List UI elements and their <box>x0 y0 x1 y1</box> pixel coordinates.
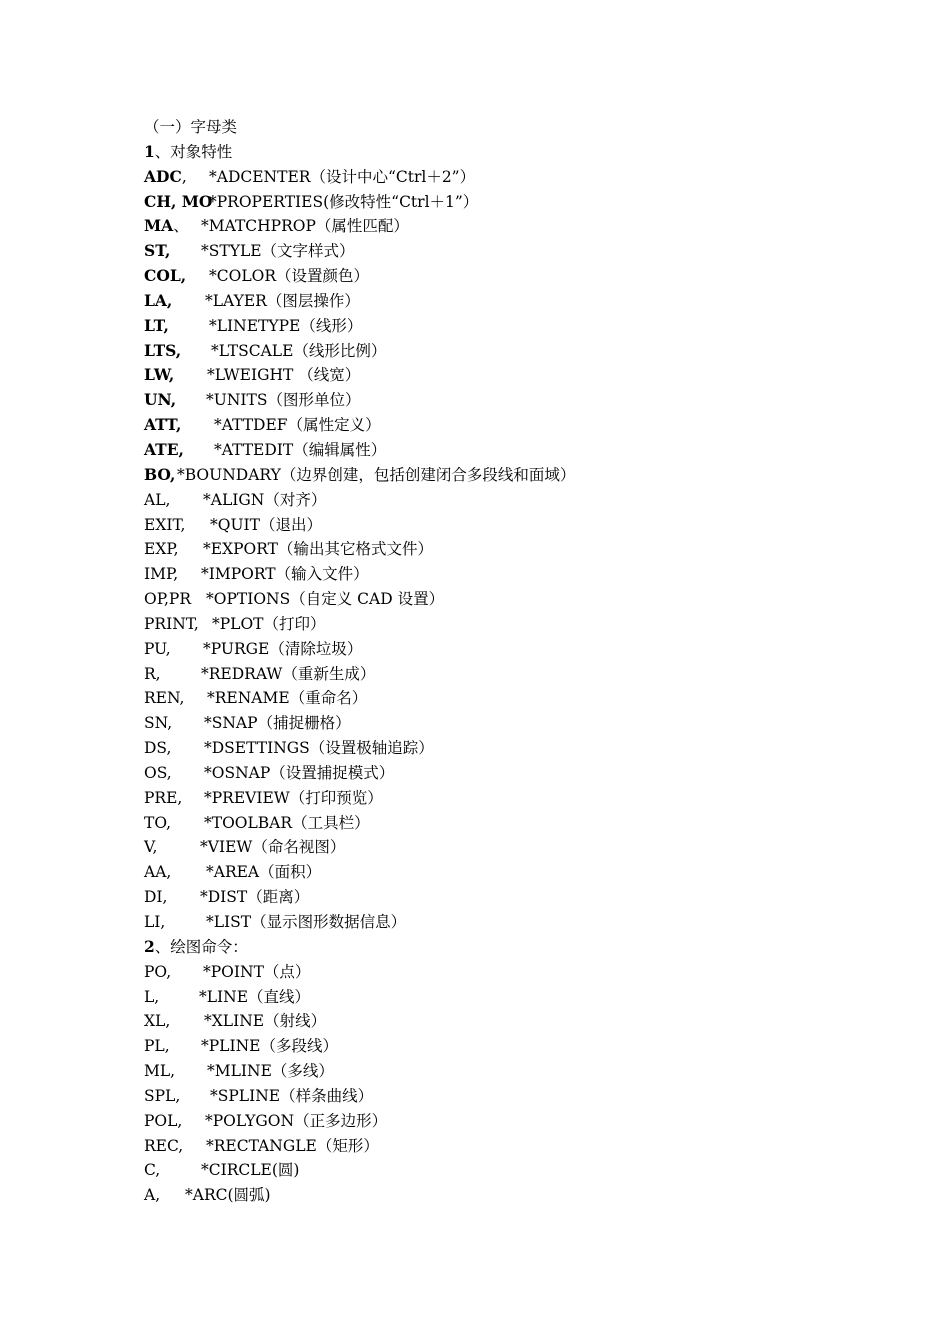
command-description: （线宽） <box>293 366 361 385</box>
command-alias <box>144 686 207 711</box>
command-name: *PREVIEW <box>204 788 290 807</box>
command-name: *COLOR <box>209 267 276 286</box>
command-alias-text: AL, <box>144 490 171 509</box>
command-description: （重新生成） <box>282 664 376 683</box>
command-alias <box>144 1183 185 1208</box>
command-name: *ALIGN <box>203 490 265 509</box>
command-entry <box>144 587 904 612</box>
command-alias <box>144 239 201 264</box>
command-description: （线形比例） <box>293 341 387 360</box>
command-alias <box>144 1059 207 1084</box>
command-name: *ARC <box>185 1186 228 1205</box>
command-description: （输入文件） <box>275 565 369 584</box>
command-entry <box>144 860 904 885</box>
command-name: *LINE <box>199 987 249 1006</box>
command-name: *TOOLBAR <box>204 813 293 832</box>
command-alias-text: DI, <box>144 888 168 907</box>
command-name: *SPLINE <box>210 1086 281 1105</box>
command-entry <box>144 562 904 587</box>
command-alias-text: COL, <box>144 266 187 286</box>
command-name: *EXPORT <box>203 540 278 559</box>
command-description: （设置极轴追踪） <box>309 739 434 758</box>
command-entry <box>144 264 904 289</box>
command-alias <box>144 1158 201 1183</box>
group-heading-text: 、绘图命令： <box>154 937 248 956</box>
command-description: （距离） <box>247 888 310 907</box>
command-alias-text: PRINT, <box>144 614 199 633</box>
command-alias <box>144 1009 204 1034</box>
command-entry <box>144 388 904 413</box>
group-heading-text: 、对象特性 <box>154 142 233 161</box>
command-description: （线形） <box>300 316 363 335</box>
command-alias-text: SPL, <box>144 1086 181 1105</box>
command-alias-text: C, <box>144 1161 161 1180</box>
command-name: *PLINE <box>201 1037 261 1056</box>
command-name: *ADCENTER <box>209 167 311 186</box>
command-name: *RENAME <box>207 689 290 708</box>
command-name: *IMPORT <box>201 565 276 584</box>
command-alias-text: EXIT, <box>144 515 186 534</box>
command-description: （矩形） <box>316 1136 379 1155</box>
command-alias <box>144 388 206 413</box>
command-entry <box>144 835 904 860</box>
command-alias-text: R, <box>144 664 161 683</box>
command-name: *PROPERTIES <box>209 192 324 211</box>
command-alias-separator: 、 <box>173 217 189 236</box>
command-alias <box>144 1134 206 1159</box>
command-alias <box>144 363 207 388</box>
command-entry <box>144 910 904 935</box>
group-heading-number: 1 <box>144 141 155 161</box>
command-name: *ATTEDIT <box>214 440 294 459</box>
command-entry <box>144 1134 904 1159</box>
command-description: （退出） <box>259 515 322 534</box>
command-alias <box>144 413 214 438</box>
command-entry <box>144 711 904 736</box>
command-alias <box>144 314 209 339</box>
command-alias-text: CH, MO <box>144 191 213 211</box>
command-alias <box>144 835 200 860</box>
command-description: （多段线） <box>260 1037 338 1056</box>
command-description: （捕捉栅格） <box>257 714 351 733</box>
command-alias-text: ATE, <box>144 439 184 459</box>
group-heading-number: 2 <box>144 936 155 956</box>
command-entry <box>144 1158 904 1183</box>
command-description: （边界创建，包括创建闭合多段线和面域） <box>280 465 576 484</box>
command-alias-text: V, <box>144 838 158 857</box>
command-description: （直线） <box>248 987 311 1006</box>
command-description: （显示图形数据信息） <box>251 913 407 931</box>
command-alias-text: MA <box>144 216 174 236</box>
command-name: *MLINE <box>207 1062 272 1081</box>
command-entry <box>144 513 904 538</box>
command-alias <box>144 612 212 637</box>
command-name: *XLINE <box>204 1012 265 1031</box>
command-description: (圆) <box>271 1161 300 1180</box>
command-alias-text: REN, <box>144 689 185 708</box>
command-alias-text: BO, <box>144 464 176 484</box>
command-description: （命名视图） <box>252 838 346 857</box>
command-description: （打印） <box>263 614 326 633</box>
command-description: （设置颜色） <box>276 267 370 286</box>
command-alias <box>144 537 203 562</box>
command-description: （属性定义） <box>287 416 381 435</box>
command-description: （射线） <box>264 1012 327 1031</box>
command-entry <box>144 1009 904 1034</box>
command-list <box>144 140 904 1208</box>
command-alias <box>144 165 209 190</box>
command-entry <box>144 662 904 687</box>
command-alias <box>144 786 204 811</box>
command-name: *QUIT <box>210 515 260 534</box>
command-alias-text: PL, <box>144 1037 170 1056</box>
command-alias <box>144 339 211 364</box>
command-entry <box>144 612 904 637</box>
command-name: *RECTANGLE <box>206 1136 317 1155</box>
command-alias <box>144 562 201 587</box>
command-name: *BOUNDARY <box>177 465 281 484</box>
command-entry <box>144 960 904 985</box>
command-description: （打印预览） <box>289 788 383 807</box>
command-name: *VIEW <box>200 838 253 857</box>
command-entry <box>144 985 904 1010</box>
command-entry <box>144 811 904 836</box>
command-alias <box>144 985 199 1010</box>
command-description: （多线） <box>271 1062 334 1081</box>
command-entry <box>144 413 904 438</box>
command-alias <box>144 190 213 215</box>
command-alias <box>144 885 200 910</box>
command-alias-text: DS, <box>144 739 172 758</box>
command-description: （设置捕捉模式） <box>270 763 395 782</box>
command-entry <box>144 165 904 190</box>
command-alias <box>144 488 203 513</box>
command-alias <box>144 1109 205 1134</box>
command-alias <box>144 1034 201 1059</box>
command-name: *ATTDEF <box>214 416 288 435</box>
command-name: *STYLE <box>201 242 262 261</box>
command-alias-text: POL, <box>144 1111 183 1130</box>
command-alias-text: LT, <box>144 315 169 335</box>
command-alias <box>144 736 204 761</box>
command-entry <box>144 1059 904 1084</box>
command-entry <box>144 537 904 562</box>
command-alias-text: EXP, <box>144 540 179 559</box>
command-alias <box>144 214 201 239</box>
command-entry <box>144 190 904 215</box>
command-name: *MATCHPROP <box>201 217 316 236</box>
command-alias-text: AA, <box>144 863 172 882</box>
command-name: *REDRAW <box>201 664 283 683</box>
command-alias <box>144 910 206 935</box>
command-entry <box>144 1183 904 1208</box>
command-description: （清除垃圾） <box>269 639 363 658</box>
command-alias-text: PU, <box>144 639 171 658</box>
command-alias <box>144 289 205 314</box>
command-description: （属性匹配） <box>315 217 409 236</box>
command-name: *LINETYPE <box>209 316 301 335</box>
command-alias-text: UN, <box>144 390 177 410</box>
command-alias <box>144 960 203 985</box>
command-description: （面积） <box>259 863 322 882</box>
command-alias <box>144 438 214 463</box>
command-alias-text: OS, <box>144 763 172 782</box>
command-entry <box>144 1034 904 1059</box>
command-entry <box>144 214 904 239</box>
command-name: *POINT <box>203 962 264 981</box>
command-alias <box>144 637 203 662</box>
command-name: *LAYER <box>205 291 267 310</box>
command-description: （重命名） <box>289 689 368 708</box>
command-alias <box>144 264 209 289</box>
command-name: *OPTIONS <box>206 590 291 609</box>
command-alias-text: OP,PR <box>144 590 192 609</box>
command-entry <box>144 289 904 314</box>
command-description: （文字样式） <box>261 242 355 261</box>
command-description: （图层操作） <box>266 291 360 310</box>
command-alias <box>144 761 204 786</box>
command-alias <box>144 463 177 488</box>
command-name: *UNITS <box>206 391 268 410</box>
command-description: （自定义 CAD 设置） <box>290 590 445 609</box>
command-description: （输出其它格式文件） <box>277 540 433 559</box>
command-alias-text: L, <box>144 987 160 1006</box>
command-name: *PLOT <box>212 614 264 633</box>
command-name: *POLYGON <box>205 1111 295 1130</box>
command-name: *LWEIGHT <box>207 366 294 385</box>
command-alias-text: IMP, <box>144 565 179 584</box>
command-alias-text: LI, <box>144 913 166 931</box>
command-description: （正多边形） <box>294 1111 388 1130</box>
command-alias-text: LTS, <box>144 340 182 360</box>
command-entry <box>144 463 904 488</box>
command-alias <box>144 587 206 612</box>
command-alias <box>144 860 206 885</box>
command-description: (修改特性“Ctrl＋1”） <box>323 192 479 211</box>
command-entry <box>144 686 904 711</box>
command-entry <box>144 438 904 463</box>
command-description: （图形单位） <box>267 391 361 410</box>
command-alias <box>144 1084 210 1109</box>
command-entry <box>144 736 904 761</box>
command-alias <box>144 662 201 687</box>
command-description: （设计中心“Ctrl＋2”） <box>310 167 476 186</box>
section-title: （一）字母类 <box>144 118 238 136</box>
command-name: *CIRCLE <box>201 1161 272 1180</box>
group-heading <box>144 935 904 960</box>
command-alias-text: ML, <box>144 1062 176 1081</box>
command-alias-text: PO, <box>144 962 172 981</box>
command-entry <box>144 1084 904 1109</box>
command-entry <box>144 488 904 513</box>
command-name: *DIST <box>200 888 248 907</box>
command-alias-text: SN, <box>144 714 173 733</box>
command-alias-text: REC, <box>144 1136 184 1155</box>
command-alias-text: PRE, <box>144 788 183 807</box>
command-entry <box>144 363 904 388</box>
command-alias <box>144 811 204 836</box>
document-body <box>144 115 904 1208</box>
command-alias-separator: , <box>181 167 187 186</box>
command-alias <box>144 711 204 736</box>
command-name: *LTSCALE <box>211 341 294 360</box>
command-entry <box>144 339 904 364</box>
command-entry <box>144 239 904 264</box>
command-entry <box>144 637 904 662</box>
group-heading <box>144 140 904 165</box>
command-alias-text: TO, <box>144 813 172 832</box>
command-name: *LIST <box>206 913 252 931</box>
command-name: *DSETTINGS <box>204 739 310 758</box>
command-name: *PURGE <box>203 639 270 658</box>
command-alias <box>144 513 210 538</box>
command-entry <box>144 1109 904 1134</box>
command-alias-text: ADC <box>144 166 182 186</box>
command-description: （点） <box>263 962 311 981</box>
command-alias-text: A, <box>144 1186 161 1205</box>
command-name: *SNAP <box>204 714 258 733</box>
command-alias-text: XL, <box>144 1012 171 1031</box>
command-name: *OSNAP <box>204 763 271 782</box>
command-description: （工具栏） <box>292 813 370 832</box>
command-entry <box>144 761 904 786</box>
command-alias-text: ST, <box>144 241 171 261</box>
command-entry <box>144 885 904 910</box>
command-alias-text: ATT, <box>144 415 182 435</box>
command-name: *AREA <box>206 863 260 882</box>
command-description: （对齐） <box>264 490 327 509</box>
command-description: (圆弧) <box>227 1186 271 1205</box>
command-description: （样条曲线） <box>280 1086 374 1105</box>
command-alias-text: LW, <box>144 365 175 385</box>
command-description: （编辑属性） <box>293 440 387 459</box>
command-alias-text: LA, <box>144 290 173 310</box>
command-entry <box>144 786 904 811</box>
command-entry <box>144 314 904 339</box>
